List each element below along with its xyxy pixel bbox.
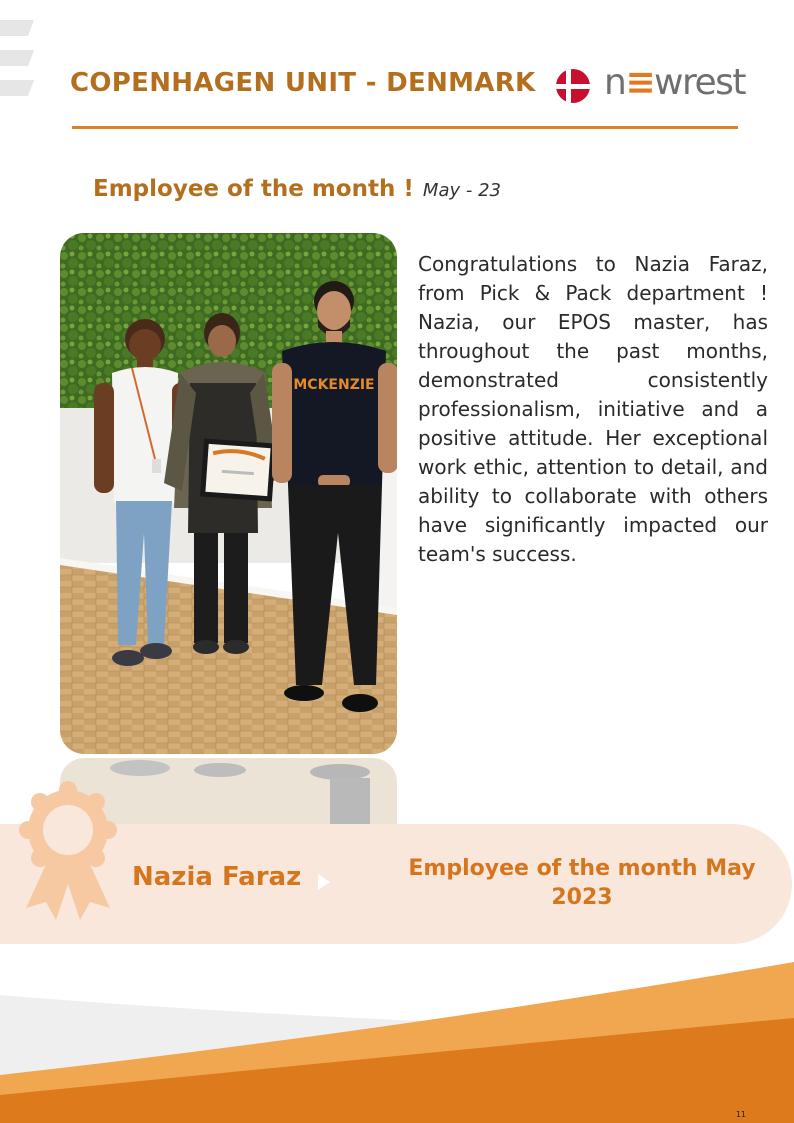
page-number: 11: [735, 1110, 746, 1119]
employee-photo: [60, 233, 397, 754]
unit-title: COPENHAGEN UNIT - DENMARK: [70, 68, 536, 98]
header-divider: [72, 126, 738, 129]
section-date: May - 23: [422, 180, 501, 201]
arrow-right-icon: [318, 874, 330, 890]
newrest-logo: n≡wrest: [604, 62, 745, 103]
shirt-text: MCKENZIE: [293, 377, 375, 393]
award-caption: Employee of the month May 2023: [408, 856, 756, 910]
award-ribbon-icon: [18, 780, 118, 920]
section-heading: Employee of the month !: [93, 176, 414, 202]
employee-name: Nazia Faraz: [132, 862, 302, 892]
article-body: Congratulations to Nazia Faraz, from Pick & Pack department ! Nazia, our EPOS master, has throughout the past months, demonstrated consistently professionalism, initiative and a positive attitude. Her exceptional work ethic, attention to detail, and ability to collaborate with others have significantly impacted our team's success.: [418, 252, 768, 566]
denmark-flag-icon: [556, 69, 590, 103]
section-title: [93, 176, 501, 202]
corner-decoration: [0, 0, 40, 100]
footer-decoration: [0, 960, 794, 1123]
